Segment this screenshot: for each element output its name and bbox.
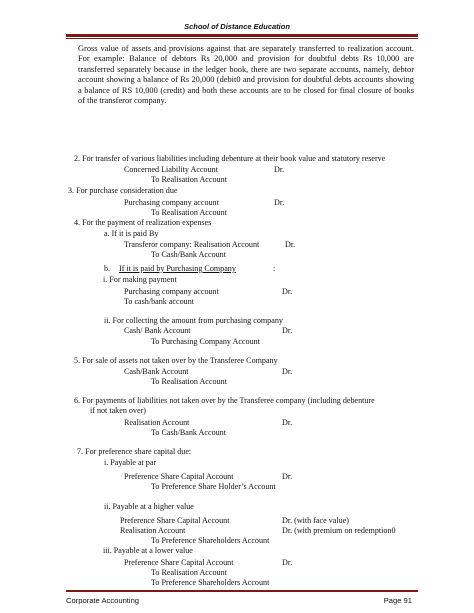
dr-label: Dr. (with premium on redemption0: [282, 526, 396, 535]
journal-debit-line: Preference Share Capital Account: [120, 516, 230, 525]
header-rule-thin: [66, 38, 418, 39]
footer-course-name: Corporate Accounting: [66, 596, 140, 605]
dr-label: Dr.: [274, 165, 285, 174]
journal-debit-line: Transferor company: Realisation Account: [124, 240, 260, 249]
subitem-b-marker: b.: [104, 264, 111, 273]
subitem-b-heading: If it is paid by Purchasing Company: [119, 264, 236, 273]
dr-label: Dr.: [282, 326, 293, 335]
subitem-iii: iii. Payable at a lower value: [103, 546, 193, 555]
journal-credit-line: To cash/bank account: [124, 297, 195, 306]
journal-debit-line: Realisation Account: [120, 526, 186, 535]
subitem-i: i. Payable at par: [104, 458, 157, 467]
dr-label: Dr.: [282, 418, 293, 427]
dr-label: Dr.: [282, 558, 293, 567]
journal-credit-line: To Preference Share Holder’s Account: [151, 482, 276, 491]
journal-credit-line: To Purchasing Company Account: [151, 337, 260, 346]
journal-debit-line: Preference Share Capital Account: [124, 558, 234, 567]
item-4-heading: 4. For the payment of realization expenses: [74, 218, 212, 227]
item-5-heading: 5. For sale of assets not taken over by the Transferee Company: [74, 356, 278, 365]
journal-credit-line: To Realisation Account: [151, 568, 227, 577]
page-header-title: School of Distance Education: [184, 22, 290, 31]
dr-label: Dr.: [274, 198, 285, 207]
dr-label: Dr.: [282, 287, 293, 296]
journal-credit-line: To Realisation Account: [151, 377, 227, 386]
subitem-ii: ii. Payable at a higher value: [104, 502, 194, 511]
journal-credit-line: To Realisation Account: [151, 175, 227, 184]
subitem-i: i. For making payment: [103, 275, 177, 284]
journal-credit-line: To Preference Shareholders Account: [151, 536, 270, 545]
journal-debit-line: Purchasing company account: [124, 198, 219, 207]
journal-debit-line: Cash/ Bank Account: [124, 326, 191, 335]
journal-credit-line: To Realisation Account: [151, 208, 227, 217]
journal-debit-line: Preference Share Capital Account: [124, 472, 234, 481]
journal-debit-line: Cash/Bank Account: [124, 367, 189, 376]
subitem-a: a. If it is paid By: [104, 229, 159, 238]
item-6-heading-cont: if not taken over): [90, 406, 146, 415]
subitem-ii: ii. For collecting the amount from purchasing company: [104, 316, 283, 325]
journal-debit-line: Realisation Account: [124, 418, 190, 427]
journal-credit-line: To Preference Shareholders Account: [151, 578, 270, 587]
footer-rule: [66, 590, 418, 592]
item-6-heading: 6. For payments of liabilities not taken over by the Transferee company (including debenture: [74, 396, 375, 405]
item-2-heading: 2. For transfer of various liabilities including debenture at their book value and statutory reserve: [74, 154, 386, 163]
header-rule-thick: [66, 34, 418, 37]
journal-debit-line: Concerned Liability Account: [124, 165, 218, 174]
journal-credit-line: To Cash/Bank Account: [151, 250, 226, 259]
journal-credit-line: To Cash/Bank Account: [151, 428, 226, 437]
dr-label: Dr.: [282, 472, 293, 481]
dr-label: Dr. (with face value): [282, 516, 349, 525]
footer-page-number: Page 91: [383, 596, 412, 605]
item-3-heading: 3. For purchase consideration due: [68, 186, 178, 195]
dr-label: Dr.: [285, 240, 296, 249]
dr-label: Dr.: [282, 367, 293, 376]
item-7-heading: 7. For preference share capital due:: [77, 447, 192, 456]
subitem-b-colon: :: [273, 264, 276, 273]
intro-paragraph: Gross value of assets and provisions against that are separately transferred to realization account. For example: Balance of debtors Rs 20,000 and provision for doubtful debts Rs 10,000 are transferred separately because in the ledger book, there are two separate accounts, namely, debtor account showing a balance of Rs 20,000 (debit0 and provision for doubtful debts accounts showing a balance of RS 10,000 (credit) and both these accounts are to be closed for final closure of books of the transferor company.: [78, 44, 414, 106]
journal-debit-line: Purchasing company account: [124, 287, 219, 296]
